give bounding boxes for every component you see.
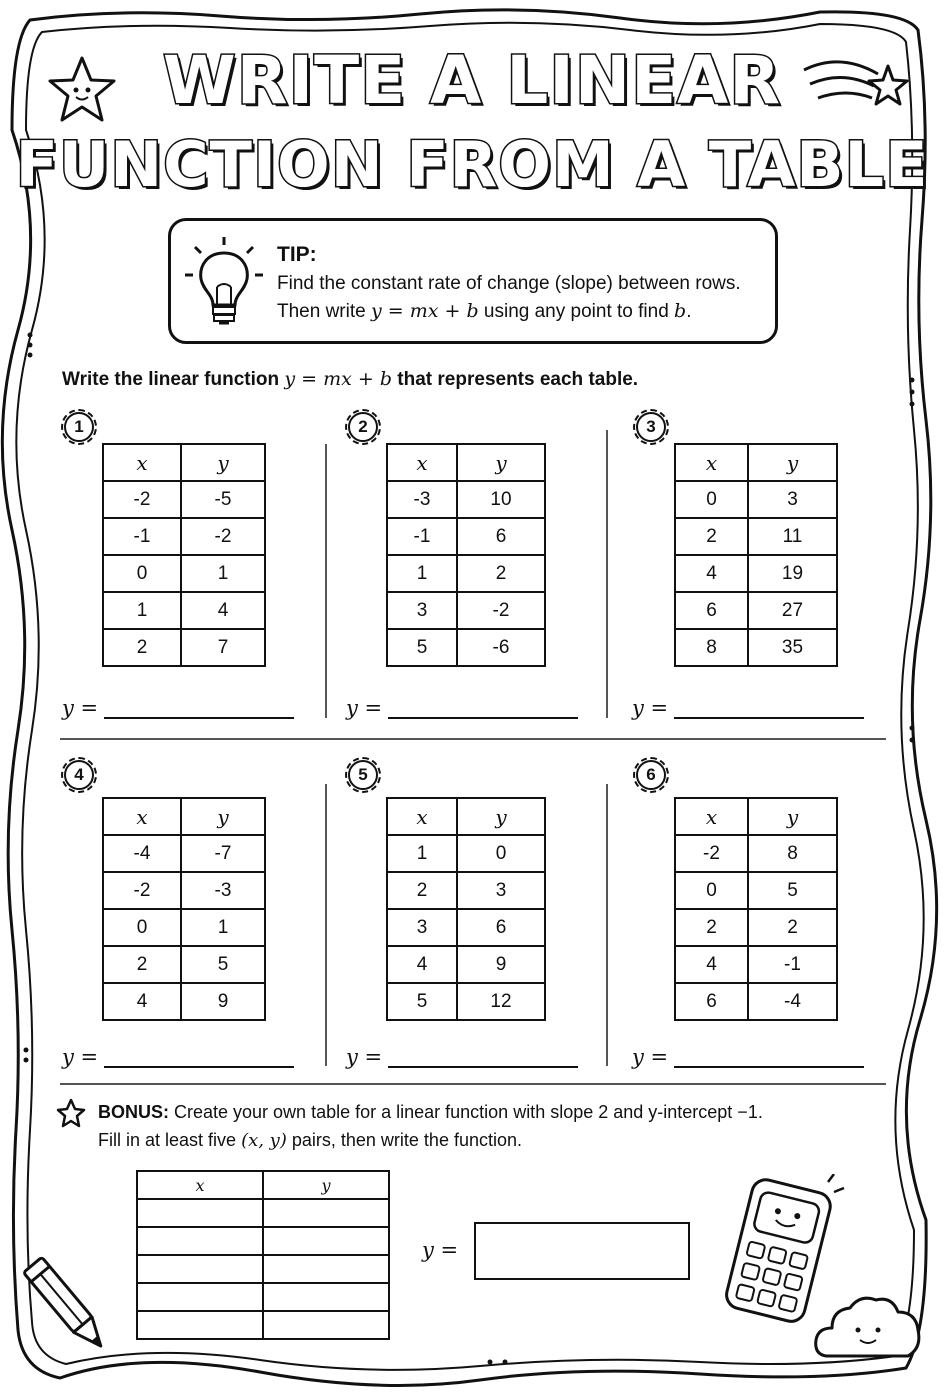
header-x: x: [387, 798, 457, 835]
header-y: y: [457, 444, 545, 481]
table-row: [103, 555, 265, 592]
bonus-cell[interactable]: [137, 1199, 263, 1227]
x-cell: 4: [675, 555, 748, 592]
table-row: [387, 629, 545, 666]
header-x: x: [387, 444, 457, 481]
header-x: x: [103, 798, 181, 835]
answer-field[interactable]: [346, 1045, 578, 1070]
table-row: [103, 592, 265, 629]
table-row: [387, 835, 545, 872]
table-row: [387, 555, 545, 592]
table-row: [103, 909, 265, 946]
bonus-cell[interactable]: [263, 1199, 389, 1227]
table-row: [675, 555, 837, 592]
y-cell: 9: [457, 946, 545, 983]
y-cell: 5: [748, 872, 837, 909]
page-title-line1: WRITE A LINEAR: [162, 42, 782, 119]
bonus-cell[interactable]: [263, 1255, 389, 1283]
x-cell: 3: [387, 592, 457, 629]
column-divider: [325, 444, 327, 718]
x-cell: 5: [387, 983, 457, 1020]
answer-line[interactable]: [674, 1066, 864, 1068]
answer-label: y =: [62, 696, 99, 720]
bonus-text-line2: [98, 1130, 522, 1151]
tip-text-mid: using any point to find: [478, 301, 675, 322]
bonus-cell[interactable]: [137, 1255, 263, 1283]
bonus-cell[interactable]: [137, 1283, 263, 1311]
table-row: [675, 592, 837, 629]
bonus-text: Create your own table for a linear function with slope 2 and y-intercept −1.: [169, 1102, 763, 1122]
x-cell: -3: [387, 481, 457, 518]
bonus-cell[interactable]: [263, 1311, 389, 1339]
problem-number-badge: 3: [636, 412, 666, 442]
x-cell: 2: [675, 909, 748, 946]
bonus-pair: (x, y): [241, 1130, 287, 1151]
table-row: [675, 872, 837, 909]
x-cell: 4: [103, 983, 181, 1020]
bonus-star-icon: [56, 1098, 86, 1128]
table-row: [387, 872, 545, 909]
answer-field[interactable]: [62, 696, 294, 721]
tip-label: TIP:: [277, 243, 317, 266]
x-cell: -1: [387, 518, 457, 555]
x-cell: 0: [103, 909, 181, 946]
answer-field[interactable]: [632, 1045, 864, 1070]
y-cell: -4: [748, 983, 837, 1020]
bonus-cell[interactable]: [137, 1311, 263, 1339]
x-cell: 0: [675, 872, 748, 909]
answer-label: y =: [62, 1045, 99, 1069]
instructions-post: that represents each table.: [392, 369, 639, 390]
y-cell: -2: [181, 518, 265, 555]
problem-table: [386, 443, 546, 667]
answer-label: y =: [632, 696, 669, 720]
x-cell: -2: [675, 835, 748, 872]
table-row: [675, 909, 837, 946]
y-cell: 2: [457, 555, 545, 592]
y-cell: -6: [457, 629, 545, 666]
column-divider: [606, 784, 608, 1066]
table-row: [675, 946, 837, 983]
y-cell: 10: [457, 481, 545, 518]
x-cell: 5: [387, 629, 457, 666]
y-cell: 9: [181, 983, 265, 1020]
answer-line[interactable]: [104, 1066, 294, 1068]
table-row: [103, 946, 265, 983]
x-cell: 1: [387, 835, 457, 872]
answer-label: y =: [632, 1045, 669, 1069]
table-row: [675, 518, 837, 555]
row-divider: [60, 738, 886, 740]
y-cell: -1: [748, 946, 837, 983]
instructions: [62, 368, 638, 391]
bonus-text-line1: [98, 1102, 763, 1123]
y-cell: -3: [181, 872, 265, 909]
table-row: [387, 518, 545, 555]
table-row: [103, 629, 265, 666]
x-cell: 6: [675, 983, 748, 1020]
header-y: y: [181, 798, 265, 835]
table-row: [387, 481, 545, 518]
problem-table: [386, 797, 546, 1021]
bonus-answer-box[interactable]: [474, 1222, 690, 1280]
y-cell: 27: [748, 592, 837, 629]
row-divider: [60, 1083, 886, 1085]
tip-text-line1: Find the constant rate of change (slope) between rows.: [277, 273, 741, 294]
answer-field[interactable]: [632, 696, 864, 721]
pencil-icon: [20, 1250, 116, 1364]
bonus-text-pre: Fill in at least five: [98, 1130, 242, 1150]
column-divider: [325, 784, 327, 1066]
x-cell: 2: [103, 946, 181, 983]
answer-line[interactable]: [104, 717, 294, 719]
x-cell: -2: [103, 481, 181, 518]
x-cell: -1: [103, 518, 181, 555]
y-cell: 11: [748, 518, 837, 555]
x-cell: 1: [103, 592, 181, 629]
x-cell: 3: [387, 909, 457, 946]
y-cell: 7: [181, 629, 265, 666]
header-x: x: [103, 444, 181, 481]
bonus-answer-label: y =: [422, 1238, 459, 1262]
lightbulb-icon: [183, 235, 265, 331]
y-cell: 12: [457, 983, 545, 1020]
tip-text-pre: Then write: [277, 301, 371, 322]
table-row: [675, 481, 837, 518]
table-row: [103, 872, 265, 909]
header-y: y: [457, 798, 545, 835]
x-cell: 2: [675, 518, 748, 555]
answer-line[interactable]: [388, 1066, 578, 1068]
table-row: [103, 983, 265, 1020]
problem-number-badge: 6: [636, 760, 666, 790]
y-cell: 6: [457, 909, 545, 946]
x-cell: -4: [103, 835, 181, 872]
column-divider: [606, 430, 608, 718]
answer-field[interactable]: [346, 696, 578, 721]
bonus-cell[interactable]: [263, 1283, 389, 1311]
instructions-formula: y = mx + b: [284, 368, 393, 390]
x-cell: 8: [675, 629, 748, 666]
tip-formula: y = mx + b: [370, 300, 479, 322]
tip-text-line2: [277, 300, 692, 323]
table-row: [675, 983, 837, 1020]
answer-line[interactable]: [674, 717, 864, 719]
y-cell: 1: [181, 555, 265, 592]
header-y: y: [181, 444, 265, 481]
table-row: [387, 983, 545, 1020]
x-cell: -2: [103, 872, 181, 909]
page-title-line2: FUNCTION FROM A TABLE: [15, 128, 929, 201]
bonus-cell[interactable]: [137, 1227, 263, 1255]
bonus-table: [136, 1170, 390, 1340]
table-row: [387, 946, 545, 983]
table-row: [103, 518, 265, 555]
tip-variable: b: [674, 300, 687, 322]
problem-table: [674, 797, 838, 1021]
bonus-text-post: pairs, then write the function.: [286, 1130, 522, 1150]
table-row: [103, 835, 265, 872]
y-cell: -2: [457, 592, 545, 629]
y-cell: 5: [181, 946, 265, 983]
header-y: y: [748, 444, 837, 481]
header-y: y: [748, 798, 837, 835]
x-cell: 4: [675, 946, 748, 983]
answer-label: y =: [346, 696, 383, 720]
table-row: [387, 909, 545, 946]
y-cell: -7: [181, 835, 265, 872]
answer-label: y =: [346, 1045, 383, 1069]
problem-number-badge: 4: [64, 760, 94, 790]
table-row: [675, 629, 837, 666]
header-x: x: [675, 798, 748, 835]
bonus-label: BONUS:: [98, 1102, 169, 1122]
bonus-header-y: y: [263, 1171, 389, 1199]
x-cell: 1: [387, 555, 457, 592]
y-cell: 19: [748, 555, 837, 592]
cloud-face-icon: [812, 1290, 924, 1362]
problem-number-badge: 2: [348, 412, 378, 442]
tip-box: [168, 218, 778, 344]
y-cell: 0: [457, 835, 545, 872]
table-row: [103, 481, 265, 518]
tip-text-end: .: [686, 301, 692, 322]
x-cell: 0: [675, 481, 748, 518]
y-cell: 6: [457, 518, 545, 555]
y-cell: -5: [181, 481, 265, 518]
y-cell: 3: [457, 872, 545, 909]
y-cell: 8: [748, 835, 837, 872]
answer-field[interactable]: [62, 1045, 294, 1070]
problem-number-badge: 5: [348, 760, 378, 790]
answer-line[interactable]: [388, 717, 578, 719]
x-cell: 6: [675, 592, 748, 629]
problem-number-badge: 1: [64, 412, 94, 442]
bonus-cell[interactable]: [263, 1227, 389, 1255]
instructions-pre: Write the linear function: [62, 369, 285, 390]
table-row: [675, 835, 837, 872]
y-cell: 1: [181, 909, 265, 946]
y-cell: 2: [748, 909, 837, 946]
problem-table: [674, 443, 838, 667]
header-x: x: [675, 444, 748, 481]
x-cell: 4: [387, 946, 457, 983]
bonus-header-x: x: [137, 1171, 263, 1199]
y-cell: 3: [748, 481, 837, 518]
x-cell: 0: [103, 555, 181, 592]
problem-table: [102, 443, 266, 667]
y-cell: 4: [181, 592, 265, 629]
x-cell: 2: [387, 872, 457, 909]
table-row: [387, 592, 545, 629]
x-cell: 2: [103, 629, 181, 666]
problem-table: [102, 797, 266, 1021]
y-cell: 35: [748, 629, 837, 666]
